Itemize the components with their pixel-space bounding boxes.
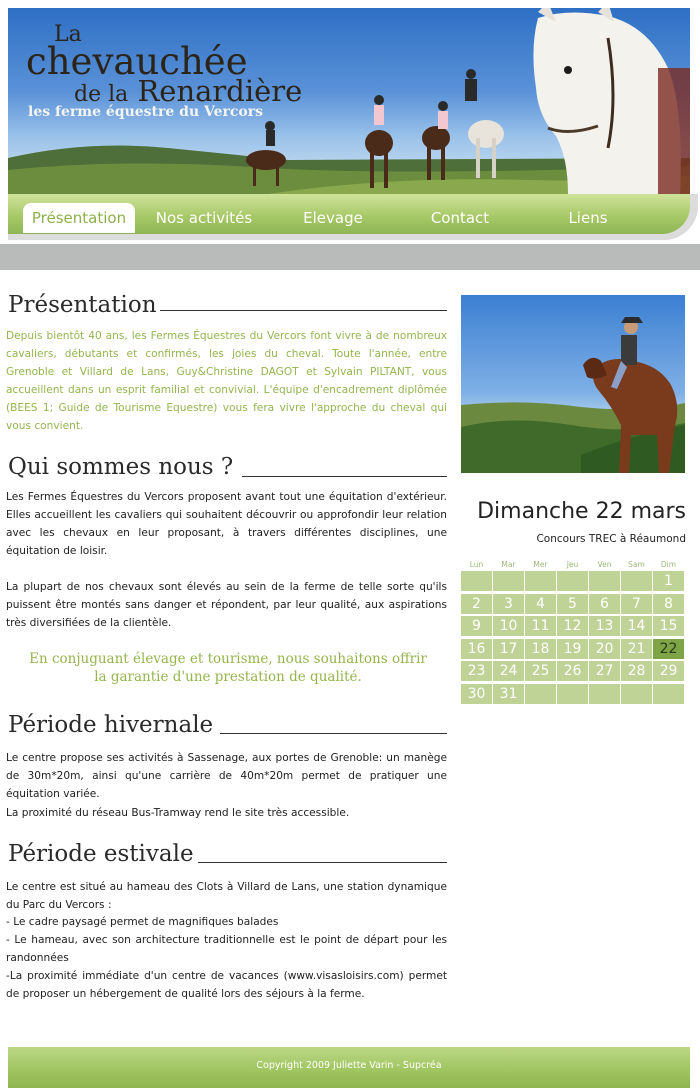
calendar-day-selected[interactable]: 22 [653, 639, 684, 659]
calendar-day[interactable]: 14 [621, 616, 652, 636]
footer-copyright: Copyright 2009 Juliette Varin - Supcréa [256, 1060, 442, 1071]
calendar-day[interactable]: 1 [653, 571, 684, 591]
calendar-weekday-header: Lun [469, 560, 484, 569]
calendar-day[interactable]: 11 [525, 616, 556, 636]
section-title-periode-hivernale: Période hivernale [8, 712, 214, 738]
header-banner [8, 8, 690, 194]
calendar-day[interactable]: 13 [589, 616, 620, 636]
calendar-day[interactable]: 28 [621, 661, 652, 681]
calendar-empty-cell [621, 571, 652, 591]
section-title-presentation: Présentation [8, 292, 157, 318]
calendar-date-heading: Dimanche 22 mars [477, 499, 686, 524]
calendar-day[interactable]: 4 [525, 594, 556, 614]
logo-text-la: La [54, 22, 82, 47]
calendar-day[interactable]: 24 [493, 661, 524, 681]
calendar-empty-cell [525, 684, 556, 704]
estivale-list-item-2: - Le hameau, avec son architecture traditionnelle est le point de départ pour les randonnées [6, 934, 447, 964]
calendar-day[interactable]: 5 [557, 594, 588, 614]
nav-item-elevage[interactable]: Elevage [303, 209, 363, 227]
calendar-weekday-header: Mer [533, 560, 548, 569]
estivale-list-item-1: - Le cadre paysagé permet de magnifiques balades [6, 916, 279, 928]
calendar-day[interactable]: 30 [461, 684, 492, 704]
calendar-day[interactable]: 21 [621, 639, 652, 659]
calendar-empty-cell [461, 571, 492, 591]
nav-item-presentation[interactable]: Présentation [23, 203, 135, 233]
calendar-empty-cell [525, 571, 556, 591]
estivale-paragraph-1: Le centre est situé au hameau des Clots à Villard de Lans, une station dynamique du Parc du Vercors : [6, 881, 447, 911]
calendar-day[interactable]: 20 [589, 639, 620, 659]
logo-text-name: Renardière [137, 74, 303, 108]
calendar-weekday-header: Dim [660, 560, 677, 569]
footer [8, 1047, 690, 1088]
calendar-day[interactable]: 18 [525, 639, 556, 659]
calendar-day[interactable]: 25 [525, 661, 556, 681]
qui-sommes-nous-paragraph-1: Les Fermes Équestres du Vercors proposent avant tout une équitation d'extérieur. Elles accueillent les cavaliers qui souhaitent découvrir ou approfondir leur relation avec les chevaux en leur proposant, à travers différentes disciplines, une équitation de loisir. [6, 491, 447, 557]
calendar-day[interactable]: 16 [461, 639, 492, 659]
section-rule [198, 862, 447, 863]
logo-text-chevauchee: chevauchée [26, 40, 248, 83]
hivernale-paragraph-1: Le centre propose ses activités à Sassenage, aux portes de Grenoble: un manège de 30m*20m, ainsi qu'une carrière de 40m*20m permet de pratiquer une équitation variée. [6, 752, 447, 800]
nav-item-liens[interactable]: Liens [568, 209, 608, 227]
logo-text-de-la: de la [74, 82, 129, 107]
calendar-day[interactable]: 7 [621, 594, 652, 614]
hivernale-paragraph-2: La proximité du réseau Bus-Tramway rend le site très accessible. [6, 807, 350, 819]
rider-photo [461, 295, 685, 473]
nav-item-contact[interactable]: Contact [430, 209, 490, 227]
calendar-day[interactable]: 27 [589, 661, 620, 681]
section-rule [160, 310, 447, 311]
calendar-weekday-header: Sam [628, 560, 645, 569]
quote-line-1: En conjuguant élevage et tourisme, nous souhaitons offrir [29, 651, 427, 667]
site-tagline: les ferme équestre du Vercors [28, 104, 263, 120]
calendar-day[interactable]: 23 [461, 661, 492, 681]
section-title-qui-sommes-nous: Qui sommes nous ? [8, 454, 234, 480]
calendar-empty-cell [557, 684, 588, 704]
rider-photo-illustration [461, 295, 685, 473]
calendar-event-label: Concours TREC à Réaumond [536, 533, 686, 545]
calendar-day[interactable]: 8 [653, 594, 684, 614]
calendar-empty-cell [589, 571, 620, 591]
calendar-day[interactable]: 10 [493, 616, 524, 636]
presentation-paragraph: Depuis bientôt 40 ans, les Fermes Équestres du Vercors font vivre à de nombreux cavaliers, débutants et confirmés, les joies du cheval. Toute l'année, entre Grenoble et Villard de Lans, Guy&Christine DAGOT et Sylvain PILTANT, vous accueillent dans un esprit familial et convivial. L'équipe d'encadrement diplômée (BEES 1; Guide de Tourisme Equestre) vous fera vivre l'approche du cheval qui vous convient. [6, 330, 447, 432]
estivale-list-item-3: -La proximité immédiate d'un centre de vacances (www.visasloisirs.com) permet de proposer un hébergement de qualité lors des séjours à la ferme. [6, 970, 447, 1000]
section-rule [220, 733, 447, 734]
header-divider-band [0, 244, 700, 270]
qui-sommes-nous-paragraph-2: La plupart de nos chevaux sont élevés au sein de la ferme de telle sorte qu'ils puissent être montés sans danger et répondent, par leur qualité, aux aspirations très diversifiées de la clientèle. [6, 581, 447, 629]
calendar-empty-cell [493, 571, 524, 591]
calendar-day[interactable]: 29 [653, 661, 684, 681]
calendar-day[interactable]: 26 [557, 661, 588, 681]
calendar-day[interactable]: 9 [461, 616, 492, 636]
calendar-empty-cell [621, 684, 652, 704]
calendar-day[interactable]: 6 [589, 594, 620, 614]
calendar-empty-cell [589, 684, 620, 704]
calendar-weekday-header: Ven [597, 560, 612, 569]
calendar-empty-cell [557, 571, 588, 591]
calendar-weekday-header: Mar [501, 560, 516, 569]
main-navigation [8, 194, 690, 234]
calendar-day[interactable]: 12 [557, 616, 588, 636]
calendar-day[interactable]: 3 [493, 594, 524, 614]
calendar-day[interactable]: 31 [493, 684, 524, 704]
nav-item-nos-activites[interactable]: Nos activités [155, 209, 253, 227]
calendar-empty-cell [653, 684, 684, 704]
section-title-periode-estivale: Période estivale [8, 841, 194, 867]
calendar-day[interactable]: 19 [557, 639, 588, 659]
calendar-weekday-header: Jeu [566, 560, 579, 569]
section-rule [242, 476, 447, 477]
logo-text-renardiere [74, 74, 302, 108]
calendar-day[interactable]: 2 [461, 594, 492, 614]
quote-line-2: la garantie d'une prestation de qualité. [94, 669, 362, 685]
calendar-day[interactable]: 17 [493, 639, 524, 659]
calendar-day[interactable]: 15 [653, 616, 684, 636]
